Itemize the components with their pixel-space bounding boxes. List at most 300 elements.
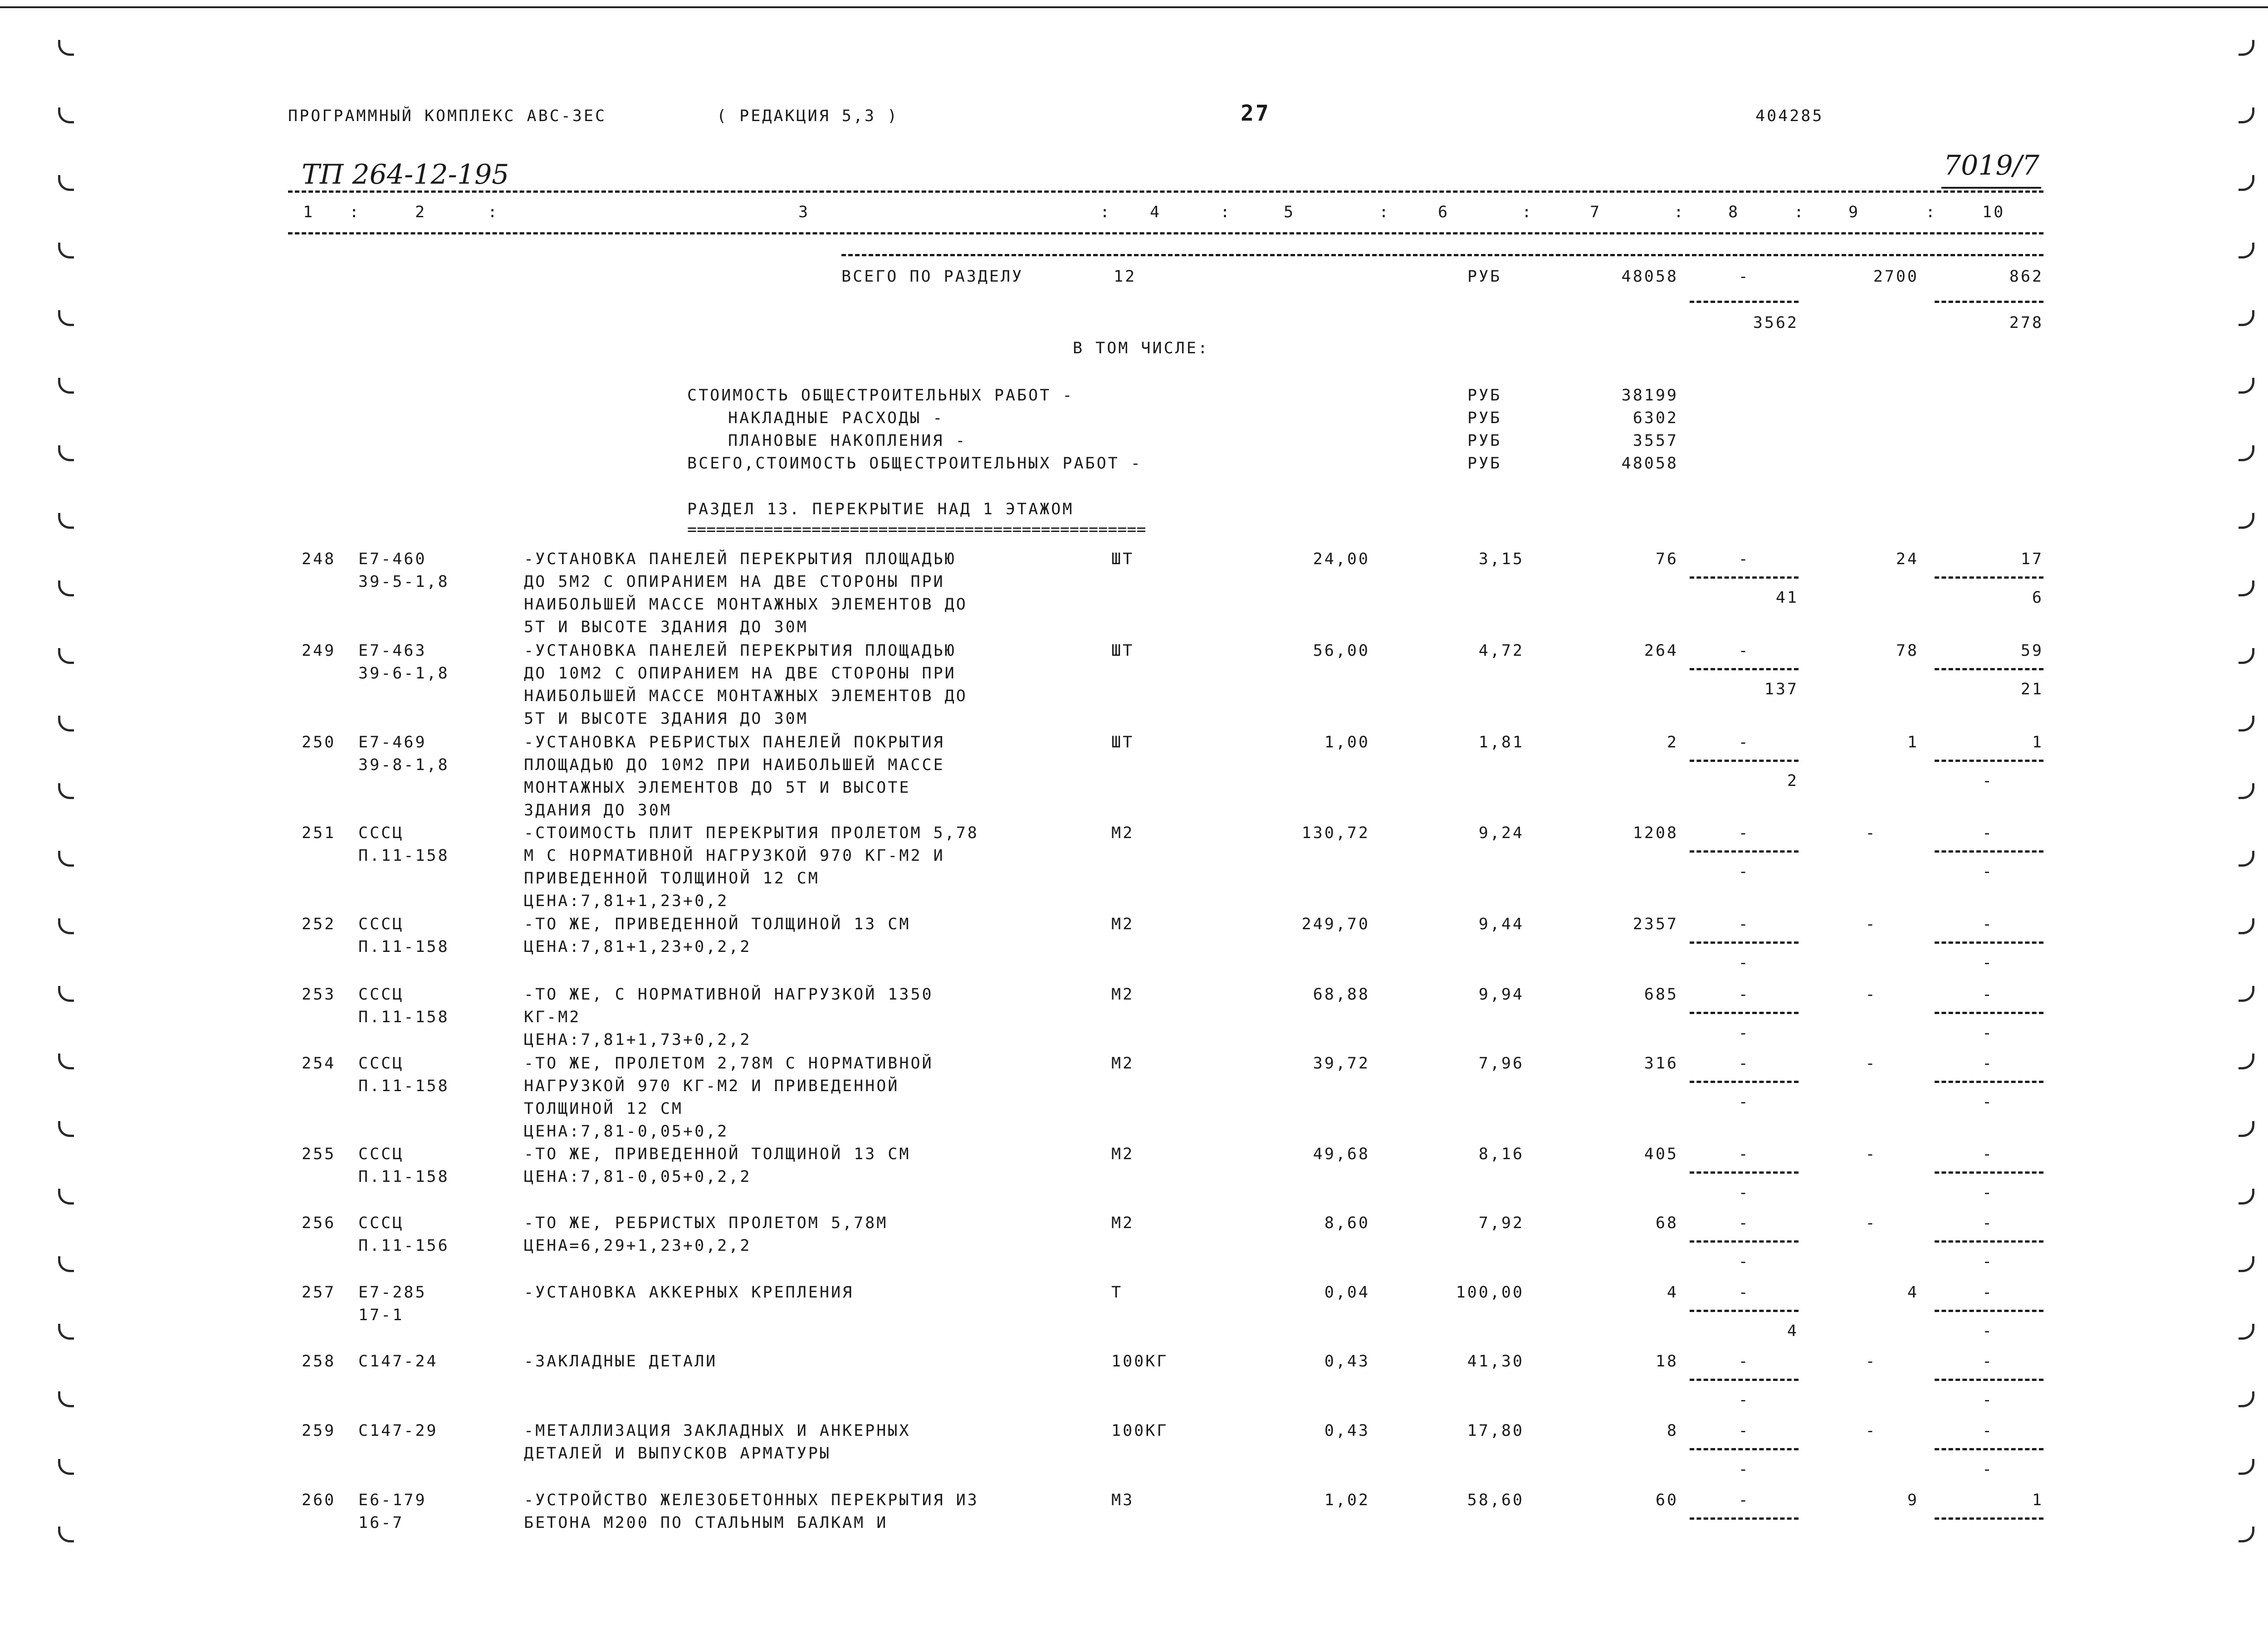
- row-c10-secondary: -: [1982, 1024, 1994, 1042]
- feed-hole-left: [58, 986, 74, 1002]
- feed-hole-right: [2239, 1256, 2254, 1272]
- row-description-line: -УСТРОЙСТВО ЖЕЛЕЗОБЕТОННЫХ ПЕРЕКРЫТИЯ ИЗ: [524, 1491, 979, 1509]
- row-c8: -: [1738, 733, 1750, 751]
- section-total-c10-rule: [1935, 301, 2043, 303]
- row-number: 250: [302, 733, 336, 751]
- row-c9: -: [1865, 1145, 1877, 1163]
- feed-hole-right: [2239, 716, 2254, 732]
- row-unit-price: 9,24: [1478, 824, 1524, 842]
- row-c8-rule: [1690, 1448, 1799, 1450]
- row-unit-price: 8,16: [1478, 1145, 1524, 1163]
- summary-unit-3: РУБ: [1467, 454, 1502, 473]
- row-code: СССЦ: [358, 915, 404, 933]
- row-c10-secondary: -: [1982, 1391, 1994, 1409]
- row-description-line: 5Т И ВЫСОТЕ ЗДАНИЯ ДО 30М: [524, 618, 808, 636]
- feed-hole-left: [58, 513, 74, 529]
- feed-hole-right: [2239, 1527, 2254, 1542]
- row-quantity: 56,00: [1313, 642, 1370, 660]
- row-c10: -: [1982, 1352, 1994, 1371]
- row-description-line: ЦЕНА:7,81-0,05+0,2: [524, 1122, 729, 1141]
- feed-hole-right: [2239, 1324, 2254, 1340]
- row-c9: -: [1865, 1352, 1877, 1371]
- row-unit: ШТ: [1111, 550, 1134, 568]
- row-c10-secondary: 21: [2020, 680, 2043, 698]
- feed-hole-left: [58, 1527, 74, 1542]
- row-total: 264: [1644, 642, 1678, 660]
- row-c8: -: [1738, 985, 1750, 1004]
- feed-hole-left: [58, 1391, 74, 1407]
- row-c8-secondary: -: [1738, 1093, 1750, 1111]
- total-rule: [841, 254, 2043, 256]
- section-total-unit: РУБ: [1467, 268, 1502, 286]
- row-quantity: 24,00: [1313, 550, 1370, 568]
- row-unit-price: 17,80: [1467, 1422, 1524, 1440]
- row-code: СССЦ: [358, 824, 404, 842]
- row-quantity: 0,04: [1324, 1283, 1370, 1302]
- row-code-secondary: П.11-156: [358, 1237, 450, 1255]
- feed-hole-right: [2239, 986, 2254, 1002]
- row-c8: -: [1738, 1491, 1750, 1509]
- row-c8: -: [1738, 642, 1750, 660]
- column-separator: :: [1220, 203, 1232, 221]
- sheet-code-handwritten: 7019/7: [1944, 150, 2040, 181]
- feed-hole-left: [58, 1054, 74, 1069]
- feed-hole-left: [58, 175, 74, 191]
- row-total: 8: [1667, 1422, 1678, 1440]
- feed-hole-left: [58, 918, 74, 934]
- section-total-number: 12: [1114, 268, 1137, 286]
- row-description-line: -СТОИМОСТЬ ПЛИТ ПЕРЕКРЫТИЯ ПРОЛЕТОМ 5,78: [524, 824, 979, 842]
- feed-hole-left: [58, 648, 74, 664]
- row-total: 2357: [1633, 915, 1678, 933]
- including-heading: В ТОМ ЧИСЛЕ:: [1073, 339, 1209, 357]
- feed-hole-right: [2239, 175, 2254, 191]
- row-unit-price: 41,30: [1467, 1352, 1524, 1371]
- summary-value-0: 38199: [1621, 386, 1678, 405]
- row-c10: -: [1982, 1283, 1994, 1302]
- summary-value-1: 6302: [1633, 409, 1678, 427]
- row-code-secondary: П.11-158: [358, 1077, 450, 1095]
- feed-hole-right: [2239, 1391, 2254, 1407]
- row-c10: -: [1982, 1422, 1994, 1440]
- row-c8-rule: [1690, 1012, 1799, 1014]
- row-c8-rule: [1690, 576, 1799, 579]
- row-c8-secondary: -: [1738, 1460, 1750, 1478]
- row-c8-rule: [1690, 850, 1799, 853]
- row-unit: М2: [1111, 985, 1134, 1004]
- row-unit: 100КГ: [1111, 1352, 1168, 1371]
- row-description-line: ДО 10М2 С ОПИРАНИЕМ НА ДВЕ СТОРОНЫ ПРИ: [524, 664, 956, 683]
- feed-hole-right: [2239, 918, 2254, 934]
- column-number-3: 3: [798, 203, 810, 221]
- row-c10-rule: [1935, 576, 2043, 579]
- row-description-line: -ЗАКЛАДНЫЕ ДЕТАЛИ: [524, 1352, 718, 1371]
- row-description-line: -ТО ЖЕ, ПРИВЕДЕННОЙ ТОЛЩИНОЙ 13 СМ: [524, 915, 911, 933]
- row-c10-secondary: -: [1982, 863, 1994, 881]
- row-description-line: КГ-М2: [524, 1008, 581, 1026]
- row-description-line: -УСТАНОВКА РЕБРИСТЫХ ПАНЕЛЕЙ ПОКРЫТИЯ: [524, 733, 945, 751]
- row-c10-secondary: -: [1982, 1322, 1994, 1340]
- row-unit: М2: [1111, 1145, 1134, 1163]
- row-c10-rule: [1935, 1240, 2043, 1243]
- feed-hole-left: [58, 40, 74, 56]
- row-total: 685: [1644, 985, 1678, 1004]
- row-unit: М2: [1111, 915, 1134, 933]
- row-unit: ШТ: [1111, 642, 1134, 660]
- feed-hole-right: [2239, 243, 2254, 259]
- feed-hole-right: [2239, 1459, 2254, 1475]
- row-c9: -: [1865, 985, 1877, 1004]
- feed-hole-left: [58, 1324, 74, 1340]
- feed-hole-right: [2239, 1189, 2254, 1205]
- column-number-6: 6: [1438, 203, 1450, 221]
- row-unit-price: 100,00: [1456, 1283, 1524, 1302]
- row-code-secondary: П.11-158: [358, 938, 450, 956]
- row-code-secondary: 16-7: [358, 1514, 404, 1532]
- row-description-line: ЦЕНА:7,81+1,23+0,2: [524, 892, 729, 910]
- tear-edge: [0, 0, 2268, 8]
- summary-value-2: 3557: [1633, 432, 1678, 450]
- section-total-c10: 862: [2009, 268, 2043, 286]
- row-code-secondary: 39-6-1,8: [358, 664, 450, 683]
- row-c10: 17: [2020, 550, 2043, 568]
- section-total-c8-rule: [1690, 301, 1799, 303]
- feed-hole-right: [2239, 1054, 2254, 1069]
- row-c9: 78: [1896, 642, 1919, 660]
- row-c8-rule: [1690, 941, 1799, 944]
- row-c9: 9: [1907, 1491, 1919, 1509]
- row-description-line: ПЛОЩАДЬЮ ДО 10М2 ПРИ НАИБОЛЬШЕЙ МАССЕ: [524, 756, 945, 774]
- row-description-line: -УСТАНОВКА ПАНЕЛЕЙ ПЕРЕКРЫТИЯ ПЛОЩАДЬЮ: [524, 550, 956, 568]
- row-number: 251: [302, 824, 336, 842]
- row-description-line: М С НОРМАТИВНОЙ НАГРУЗКОЙ 970 КГ-М2 И: [524, 847, 945, 865]
- row-total: 1208: [1633, 824, 1678, 842]
- feed-hole-right: [2239, 40, 2254, 56]
- column-number-10: 10: [1982, 203, 2005, 221]
- row-total: 4: [1667, 1283, 1678, 1302]
- row-description-line: 5Т И ВЫСОТЕ ЗДАНИЯ ДО 30М: [524, 710, 808, 728]
- row-unit: М2: [1111, 1214, 1134, 1232]
- row-number: 258: [302, 1352, 336, 1371]
- feed-hole-left: [58, 1459, 74, 1475]
- row-c8-secondary: 2: [1787, 772, 1799, 790]
- row-c10: -: [1982, 985, 1994, 1004]
- column-number-1: 1: [303, 203, 315, 221]
- row-c10-rule: [1935, 1012, 2043, 1014]
- column-separator: :: [1379, 203, 1391, 221]
- row-c10-rule: [1935, 1081, 2043, 1083]
- row-c8-secondary: -: [1738, 1391, 1750, 1409]
- row-c10-rule: [1935, 1310, 2043, 1312]
- row-unit-price: 9,94: [1478, 985, 1524, 1004]
- feed-hole-left: [58, 1189, 74, 1205]
- row-c8-rule: [1690, 668, 1799, 670]
- column-separator: :: [1794, 203, 1806, 221]
- row-code-secondary: 39-5-1,8: [358, 573, 450, 591]
- row-c8: -: [1738, 1283, 1750, 1302]
- row-description-line: -УСТАНОВКА АККЕРНЫХ КРЕПЛЕНИЯ: [524, 1283, 854, 1302]
- row-quantity: 49,68: [1313, 1145, 1370, 1163]
- row-quantity: 39,72: [1313, 1054, 1370, 1073]
- row-c8: -: [1738, 1352, 1750, 1371]
- section-total-label: ВСЕГО ПО РАЗДЕЛУ: [841, 268, 1024, 286]
- column-separator: :: [1522, 203, 1534, 221]
- row-c8: -: [1738, 1145, 1750, 1163]
- header-rule-top: [288, 190, 2043, 193]
- row-c8: -: [1738, 1054, 1750, 1073]
- row-c8-rule: [1690, 1379, 1799, 1381]
- feed-hole-right: [2239, 513, 2254, 529]
- row-c8-secondary: -: [1738, 1184, 1750, 1202]
- row-number: 252: [302, 915, 336, 933]
- row-code: С147-24: [358, 1352, 438, 1371]
- feed-hole-right: [2239, 851, 2254, 867]
- summary-label-3: ВСЕГО,СТОИМОСТЬ ОБЩЕСТРОИТЕЛЬНЫХ РАБОТ -: [687, 454, 1142, 473]
- feed-hole-right: [2239, 783, 2254, 799]
- row-unit-price: 4,72: [1478, 642, 1524, 660]
- row-c8: -: [1738, 824, 1750, 842]
- column-separator: :: [1926, 203, 1937, 221]
- column-number-8: 8: [1728, 203, 1740, 221]
- row-c10-secondary: -: [1982, 1253, 1994, 1271]
- row-c9: -: [1865, 915, 1877, 933]
- row-c10-rule: [1935, 850, 2043, 853]
- program-edition: ( РЕДАКЦИЯ 5,3 ): [717, 107, 899, 125]
- row-c8: -: [1738, 1214, 1750, 1232]
- row-c10: -: [1982, 824, 1994, 842]
- feed-hole-left: [58, 716, 74, 732]
- column-number-5: 5: [1284, 203, 1295, 221]
- row-c9: 24: [1896, 550, 1919, 568]
- row-unit-price: 7,96: [1478, 1054, 1524, 1073]
- row-c10-secondary: -: [1982, 772, 1994, 790]
- feed-hole-left: [58, 378, 74, 394]
- column-number-4: 4: [1150, 203, 1162, 221]
- row-description-line: -ТО ЖЕ, ПРОЛЕТОМ 2,78М С НОРМАТИВНОЙ: [524, 1054, 934, 1073]
- row-unit-price: 9,44: [1478, 915, 1524, 933]
- row-c10-rule: [1935, 1448, 2043, 1450]
- page-number: 27: [1241, 101, 1271, 126]
- row-description-line: ЦЕНА:7,81+1,23+0,2,2: [524, 938, 752, 956]
- row-code-secondary: П.11-158: [358, 1168, 450, 1186]
- row-number: 248: [302, 550, 336, 568]
- row-c8-secondary: -: [1738, 1253, 1750, 1271]
- summary-unit-0: РУБ: [1467, 386, 1502, 405]
- row-quantity: 1,02: [1324, 1491, 1370, 1509]
- row-c10-rule: [1935, 760, 2043, 762]
- row-number: 254: [302, 1054, 336, 1073]
- row-c8-secondary: 137: [1764, 680, 1799, 698]
- row-description-line: ДО 5М2 С ОПИРАНИЕМ НА ДВЕ СТОРОНЫ ПРИ: [524, 573, 945, 591]
- row-description-line: -МЕТАЛЛИЗАЦИЯ ЗАКЛАДНЫХ И АНКЕРНЫХ: [524, 1422, 911, 1440]
- row-description-line: -ТО ЖЕ, ПРИВЕДЕННОЙ ТОЛЩИНОЙ 13 СМ: [524, 1145, 911, 1163]
- row-c10-rule: [1935, 1517, 2043, 1520]
- row-number: 256: [302, 1214, 336, 1232]
- row-description-line: БЕТОНА М200 ПО СТАЛЬНЫМ БАЛКАМ И: [524, 1514, 888, 1532]
- row-c10: -: [1982, 1054, 1994, 1073]
- row-c10-rule: [1935, 1171, 2043, 1174]
- row-description-line: -УСТАНОВКА ПАНЕЛЕЙ ПЕРЕКРЫТИЯ ПЛОЩАДЬЮ: [524, 642, 956, 660]
- row-unit: М2: [1111, 824, 1134, 842]
- row-c8: -: [1738, 550, 1750, 568]
- row-total: 60: [1655, 1491, 1678, 1509]
- row-c10-secondary: -: [1982, 1184, 1994, 1202]
- row-c10-rule: [1935, 668, 2043, 670]
- row-code: Е7-469: [358, 733, 427, 751]
- row-c8-secondary: 4: [1787, 1322, 1799, 1340]
- row-c10: -: [1982, 1214, 1994, 1232]
- row-description-line: -ТО ЖЕ, РЕБРИСТЫХ ПРОЛЕТОМ 5,78М: [524, 1214, 888, 1232]
- row-quantity: 249,70: [1301, 915, 1370, 933]
- row-c8-secondary: -: [1738, 1024, 1750, 1042]
- row-quantity: 0,43: [1324, 1352, 1370, 1371]
- row-c8-secondary: 41: [1775, 589, 1799, 607]
- row-c10-secondary: -: [1982, 1093, 1994, 1111]
- row-description-line: ТОЛЩИНОЙ 12 СМ: [524, 1100, 684, 1118]
- sheet-code-underline: [1941, 187, 2041, 189]
- row-c8-rule: [1690, 1081, 1799, 1083]
- row-description-line: ПРИВЕДЕННОЙ ТОЛЩИНОЙ 12 СМ: [524, 869, 820, 888]
- row-c9: 4: [1907, 1283, 1919, 1302]
- row-quantity: 1,00: [1324, 733, 1370, 751]
- section-total-c9: 2700: [1873, 268, 1919, 286]
- row-c10: 1: [2032, 733, 2043, 751]
- row-description-line: -ТО ЖЕ, С НОРМАТИВНОЙ НАГРУЗКОЙ 1350: [524, 985, 934, 1004]
- row-description-line: ЦЕНА:7,81-0,05+0,2,2: [524, 1168, 752, 1186]
- row-code: С147-29: [358, 1422, 438, 1440]
- row-c8: -: [1738, 915, 1750, 933]
- row-c10-rule: [1935, 1379, 2043, 1381]
- row-code: Е6-179: [358, 1491, 427, 1509]
- row-description-line: ДЕТАЛЕЙ И ВЫПУСКОВ АРМАТУРЫ: [524, 1444, 831, 1463]
- project-code-handwritten: ТП 264-12-195: [302, 159, 509, 190]
- row-c8-rule: [1690, 1171, 1799, 1174]
- feed-hole-right: [2239, 107, 2254, 123]
- column-separator: :: [1100, 203, 1112, 221]
- section-total-c8b: 3562: [1753, 314, 1799, 332]
- section-total-c10b: 278: [2009, 314, 2043, 332]
- row-c8-rule: [1690, 1517, 1799, 1520]
- row-description-line: МОНТАЖНЫХ ЭЛЕМЕНТОВ ДО 5Т И ВЫСОТЕ: [524, 779, 911, 797]
- column-separator: :: [1674, 203, 1686, 221]
- row-c8-rule: [1690, 1310, 1799, 1312]
- row-c8-rule: [1690, 760, 1799, 762]
- row-c8-secondary: -: [1738, 863, 1750, 881]
- summary-label-0: СТОИМОСТЬ ОБЩЕСТРОИТЕЛЬНЫХ РАБОТ -: [687, 386, 1074, 405]
- row-description-line: НАИБОЛЬШЕЙ МАССЕ МОНТАЖНЫХ ЭЛЕМЕНТОВ ДО: [524, 687, 968, 705]
- row-description-line: ЗДАНИЯ ДО 30М: [524, 801, 672, 819]
- row-unit: ШТ: [1111, 733, 1134, 751]
- section-total-c7: 48058: [1621, 268, 1678, 286]
- row-unit-price: 58,60: [1467, 1491, 1524, 1509]
- row-unit: М2: [1111, 1054, 1134, 1073]
- feed-hole-left: [58, 851, 74, 867]
- row-unit: 100КГ: [1111, 1422, 1168, 1440]
- row-code-secondary: 39-8-1,8: [358, 756, 450, 774]
- row-code-secondary: 17-1: [358, 1306, 404, 1324]
- row-unit-price: 1,81: [1478, 733, 1524, 751]
- row-total: 316: [1644, 1054, 1678, 1073]
- row-number: 257: [302, 1283, 336, 1302]
- row-c10: 59: [2020, 642, 2043, 660]
- row-description-line: НАГРУЗКОЙ 970 КГ-М2 И ПРИВЕДЕННОЙ: [524, 1077, 899, 1095]
- feed-hole-left: [58, 783, 74, 799]
- row-description-line: ЦЕНА:7,81+1,73+0,2,2: [524, 1031, 752, 1049]
- program-name: ПРОГРАММНЫЙ КОМПЛЕКС АВС-ЗЕС: [288, 107, 607, 125]
- row-c10: -: [1982, 915, 1994, 933]
- row-c9: -: [1865, 1214, 1877, 1232]
- feed-hole-left: [58, 310, 74, 326]
- feed-hole-left: [58, 445, 74, 461]
- feed-hole-right: [2239, 445, 2254, 461]
- column-separator: :: [349, 203, 361, 221]
- row-description-line: НАИБОЛЬШЕЙ МАССЕ МОНТАЖНЫХ ЭЛЕМЕНТОВ ДО: [524, 595, 968, 614]
- summary-value-3: 48058: [1621, 454, 1678, 473]
- summary-unit-2: РУБ: [1467, 432, 1502, 450]
- row-code: СССЦ: [358, 1214, 404, 1232]
- row-description-line: ЦЕНА=6,29+1,23+0,2,2: [524, 1237, 752, 1255]
- row-number: 260: [302, 1491, 336, 1509]
- column-separator: :: [488, 203, 499, 221]
- row-quantity: 130,72: [1301, 824, 1370, 842]
- row-code: Е7-285: [358, 1283, 427, 1302]
- header-rule-bottom: [288, 232, 2043, 234]
- column-number-2: 2: [415, 203, 427, 221]
- row-c8-rule: [1690, 1240, 1799, 1243]
- summary-label-1: НАКЛАДНЫЕ РАСХОДЫ -: [728, 409, 944, 427]
- row-c9: -: [1865, 1422, 1877, 1440]
- row-quantity: 68,88: [1313, 985, 1370, 1004]
- row-unit: Т: [1111, 1283, 1123, 1302]
- row-code: Е7-460: [358, 550, 427, 568]
- row-quantity: 8,60: [1324, 1214, 1370, 1232]
- feed-hole-right: [2239, 580, 2254, 596]
- row-number: 249: [302, 642, 336, 660]
- row-c10: -: [1982, 1145, 1994, 1163]
- row-code: СССЦ: [358, 1145, 404, 1163]
- feed-hole-left: [58, 243, 74, 259]
- feed-hole-left: [58, 1121, 74, 1137]
- row-c10-rule: [1935, 941, 2043, 944]
- row-total: 2: [1667, 733, 1678, 751]
- summary-unit-1: РУБ: [1467, 409, 1502, 427]
- row-c9: 1: [1907, 733, 1919, 751]
- document-number: 404285: [1755, 107, 1824, 125]
- row-c9: -: [1865, 1054, 1877, 1073]
- row-c8: -: [1738, 1422, 1750, 1440]
- row-number: 255: [302, 1145, 336, 1163]
- row-c8-secondary: -: [1738, 954, 1750, 972]
- feed-hole-right: [2239, 310, 2254, 326]
- row-total: 76: [1655, 550, 1678, 568]
- row-unit-price: 3,15: [1478, 550, 1524, 568]
- feed-hole-left: [58, 580, 74, 596]
- section-title: РАЗДЕЛ 13. ПЕРЕКРЫТИЕ НАД 1 ЭТАЖОМ: [687, 500, 1074, 518]
- feed-hole-right: [2239, 648, 2254, 664]
- section-title-underline: ================================================: [687, 521, 1146, 539]
- row-total: 68: [1655, 1214, 1678, 1232]
- row-unit-price: 7,92: [1478, 1214, 1524, 1232]
- feed-hole-left: [58, 107, 74, 123]
- row-number: 259: [302, 1422, 336, 1440]
- row-unit: М3: [1111, 1491, 1134, 1509]
- feed-hole-left: [58, 1256, 74, 1272]
- row-total: 18: [1655, 1352, 1678, 1371]
- row-quantity: 0,43: [1324, 1422, 1370, 1440]
- row-total: 405: [1644, 1145, 1678, 1163]
- summary-label-2: ПЛАНОВЫЕ НАКОПЛЕНИЯ -: [728, 432, 967, 450]
- row-code: СССЦ: [358, 985, 404, 1004]
